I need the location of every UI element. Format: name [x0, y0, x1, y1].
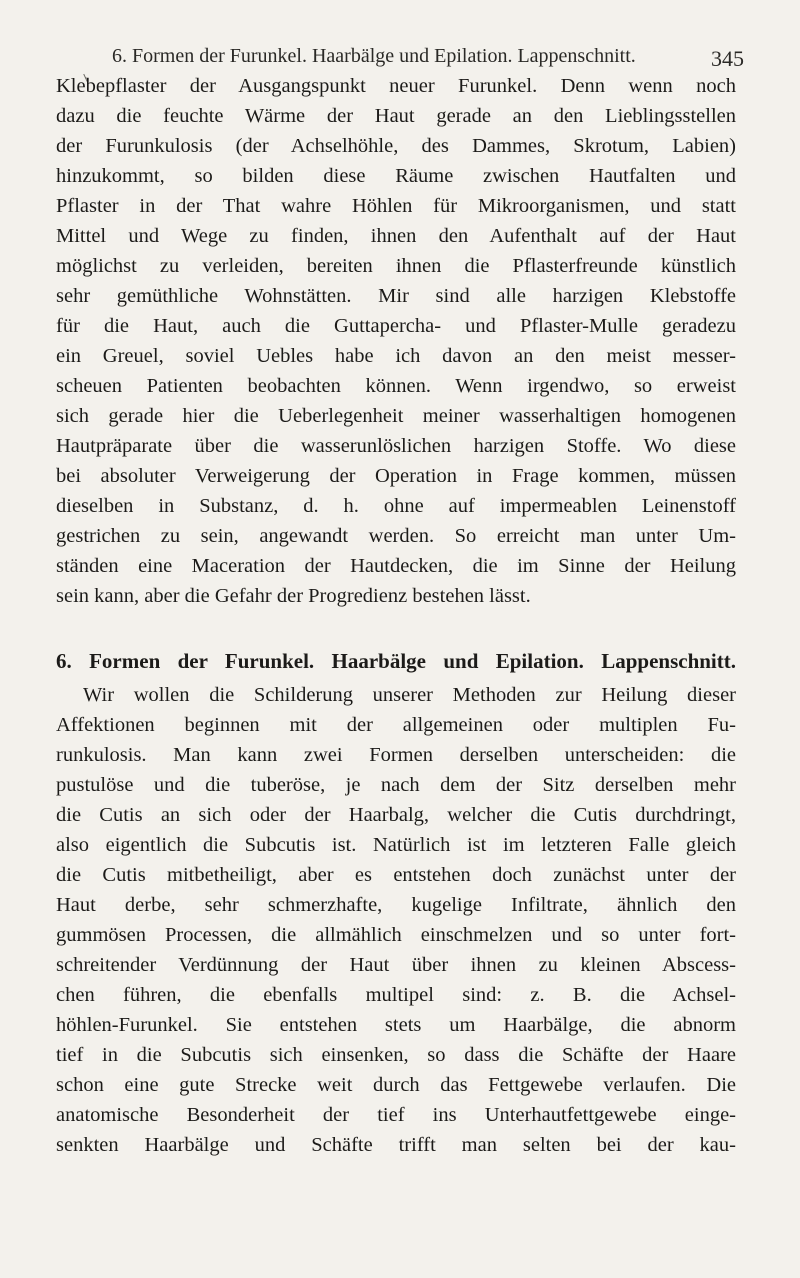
text-line: die Cutis mitbetheiligt, aber es entstehen doch zunächst unter der: [56, 864, 736, 886]
text-line: senkten Haarbälge und Schäfte trifft man selten bei der kau-: [56, 1134, 736, 1156]
text-line: schon eine gute Strecke weit durch das Fettgewebe verlaufen. Die: [56, 1074, 736, 1096]
text-line: Wir wollen die Schilderung unserer Methoden zur Heilung dieser: [83, 684, 736, 706]
text-line: hinzukommt, so bilden diese Räume zwischen Hautfalten und: [56, 165, 736, 187]
text-line: anatomische Besonderheit der tief ins Unterhautfettgewebe einge-: [56, 1104, 736, 1126]
text-line: der Furunkulosis (der Achselhöhle, des Dammes, Skrotum, Labien): [56, 135, 736, 157]
text-line: Haut derbe, sehr schmerzhafte, kugelige Infiltrate, ähnlich den: [56, 894, 736, 916]
text-line: scheuen Patienten beobachten können. Wenn irgendwo, so erweist: [56, 375, 736, 397]
page-number: 345: [711, 46, 744, 71]
text-line: für die Haut, auch die Guttapercha- und Pflaster-Mulle geradezu: [56, 315, 736, 337]
text-line: ein Greuel, soviel Uebles habe ich davon an den meist messer-: [56, 345, 736, 367]
text-line: ständen eine Maceration der Hautdecken, die im Sinne der Heilung: [56, 555, 736, 577]
text-line: Affektionen beginnen mit der allgemeinen oder multiplen Fu-: [56, 714, 736, 736]
text-line: Mittel und Wege zu finden, ihnen den Aufenthalt auf der Haut: [56, 225, 736, 247]
text-line: höhlen-Furunkel. Sie entstehen stets um Haarbälge, die abnorm: [56, 1014, 736, 1036]
text-line: chen führen, die ebenfalls multipel sind: z. B. die Achsel-: [56, 984, 736, 1006]
text-line: gestrichen zu sein, angewandt werden. So erreicht man unter Um-: [56, 525, 736, 547]
text-line: also eigentlich die Subcutis ist. Natürlich ist im letzteren Falle gleich: [56, 834, 736, 856]
text-line: Klebepflaster der Ausgangspunkt neuer Furunkel. Denn wenn noch: [56, 75, 736, 97]
text-line: schreitender Verdünnung der Haut über ihnen zu kleinen Abscess-: [56, 954, 736, 976]
text-line: möglichst zu verleiden, bereiten ihnen die Pflasterfreunde künstlich: [56, 255, 736, 277]
text-line: dazu die feuchte Wärme der Haut gerade an den Lieblingsstellen: [56, 105, 736, 127]
running-title: 6. Formen der Furunkel. Haarbälge und Epilation. Lappenschnitt.: [112, 45, 636, 67]
paragraph-continuation: [56, 71, 736, 611]
text-line: gummösen Processen, die allmählich einschmelzen und so unter fort-: [56, 924, 736, 946]
section-paragraph: [56, 680, 736, 1160]
text-line: pustulöse und die tuberöse, je nach dem der Sitz derselben mehr: [56, 774, 736, 796]
text-line: sich gerade hier die Ueberlegenheit meiner wasserhaltigen homogenen: [56, 405, 736, 427]
text-line: sehr gemüthliche Wohnstätten. Mir sind alle harzigen Klebstoffe: [56, 285, 736, 307]
text-line: Hautpräparate über die wasserunlöslichen harzigen Stoffe. Wo diese: [56, 435, 736, 457]
text-line: die Cutis an sich oder der Haarbalg, welcher die Cutis durchdringt,: [56, 804, 736, 826]
text-line: runkulosis. Man kann zwei Formen derselben unterscheiden: die: [56, 744, 736, 766]
text-line: sein kann, aber die Gefahr der Progredienz bestehen lässt.: [56, 585, 531, 607]
running-header: [112, 42, 744, 70]
text-line: tief in die Subcutis sich einsenken, so dass die Schäfte der Haare: [56, 1044, 736, 1066]
text-line: Pflaster in der That wahre Höhlen für Mikroorganismen, und statt: [56, 195, 736, 217]
text-line: bei absoluter Verweigerung der Operation in Frage kommen, müssen: [56, 465, 736, 487]
section-heading: 6. Formen der Furunkel. Haarbälge und Epilation. Lappenschnitt.: [56, 649, 736, 673]
text-line: dieselben in Substanz, d. h. ohne auf impermeablen Leinenstoff: [56, 495, 736, 517]
